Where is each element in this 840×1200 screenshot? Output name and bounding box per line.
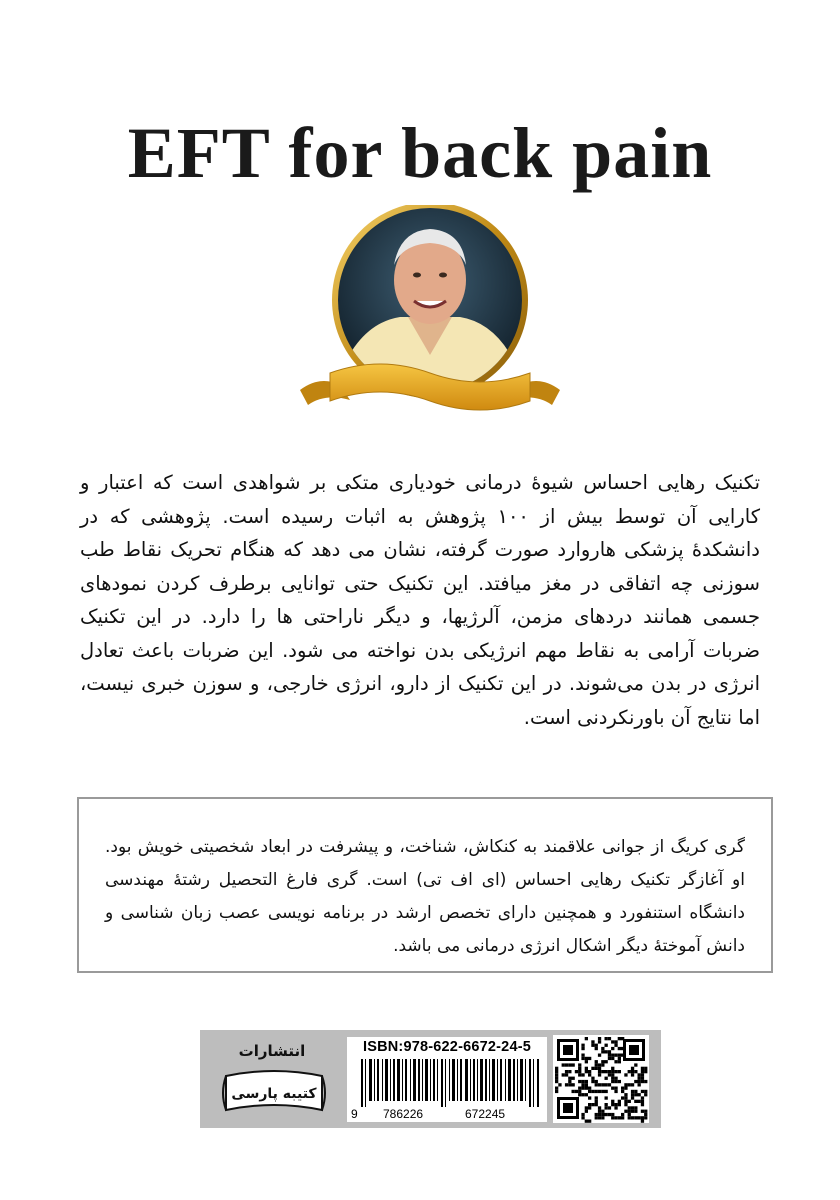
isbn-barcode — [361, 1059, 543, 1107]
isbn-digit-group-1: 786226 — [383, 1107, 424, 1121]
qr-code — [553, 1035, 649, 1123]
author-bio-box — [77, 797, 773, 973]
isbn-digit-lead: 9 — [351, 1107, 358, 1121]
publisher-logo — [218, 1062, 330, 1120]
bottom-info-bar — [200, 1030, 661, 1128]
isbn-digit-group-2: 672245 — [465, 1107, 506, 1121]
author-portrait — [290, 205, 570, 430]
isbn-label: ISBN:978-622-6672-24-5 — [362, 1039, 532, 1055]
isbn-panel — [347, 1037, 547, 1122]
book-description: تکنیک رهایی احساس شیوهٔ درمانی خودیاری متکی بر شواهدی است که اعتبار و کارایی آن توسط بیش از ۱۰۰ پژوهش به اثبات رسیده است. پژوهشی که در دانشکدهٔ پزشکی هاروارد صورت گرفته، نشان می دهد که هنگام تحریک نقاط طب سوزنی چه اتفاقی در مغز میافتد. این تکنیک حتی توانایی برطرف کردن نمودهای جسمی همانند دردهای مزمن، آلرژیها، و دیگر ناراحتی ها را دارد. در این تکنیک ضربات آرامی به نقاط مهم انرژیکی بدن نواخته می شود. این ضربات باعث تعادل انرژی در بدن می‌شوند. در این تکنیک از دارو، انرژی خارجی، و سوزن خبری نیست، اما نتایج آن باورنکردنی است. — [80, 471, 760, 729]
book-title: EFT for back pain — [127, 113, 713, 193]
publisher-label: انتشارات — [238, 1042, 306, 1060]
svg-text:کتیبه پارسی: کتیبه پارسی — [231, 1086, 317, 1102]
author-bio: گری کریگ از جوانی علاقمند به کنکاش، شناخت، و پیشرفت در ابعاد شخصیتی خویش بود. او آغازگر تکنیک رهایی احساس (ای اف تی) است. گری فارغ التحصیل رشتهٔ مهندسی دانشگاه استنفورد و همچنین دارای تخصص ارشد در برنامه نویسی عصب زبان شناسی و دانش آموختهٔ دیگر اشکال انرژی درمانی می باشد. — [105, 837, 745, 956]
